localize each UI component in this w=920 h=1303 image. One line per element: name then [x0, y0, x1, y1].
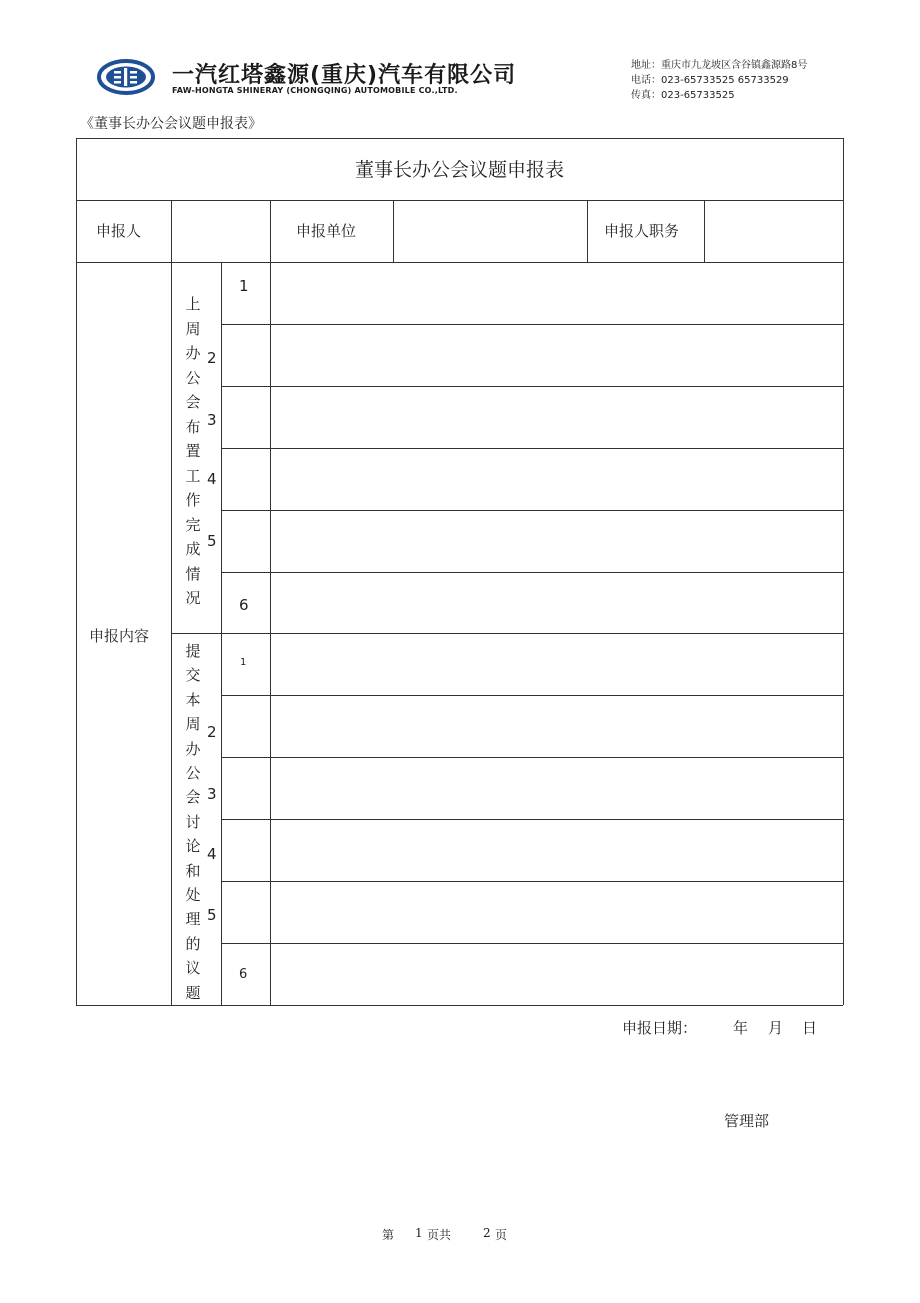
footer-page-total: 2	[483, 1226, 491, 1240]
applicant-label: 申报人	[96, 222, 142, 240]
company-fax: 传真：023-65733525	[631, 90, 735, 101]
this-week-item-3-field[interactable]	[271, 758, 843, 819]
row-number: 1	[240, 657, 247, 668]
this-week-item-1-field[interactable]	[271, 634, 843, 695]
footer-di: 第	[382, 1228, 395, 1242]
section-this-week-label: 提交本周办公会讨论和处理的议题	[185, 642, 201, 1002]
this-week-item-4-field[interactable]	[271, 820, 843, 881]
department-signature: 管理部	[724, 1112, 770, 1130]
row-number: 2	[207, 723, 217, 741]
last-week-item-5-field[interactable]	[271, 511, 843, 572]
row-number: 4	[207, 845, 217, 863]
date-label: 申报日期：	[622, 1019, 698, 1037]
company-name-en: FAW-HONGTA SHINERAY (CHONGQING) AUTOMOBILE CO.,LTD.	[172, 86, 458, 95]
date-year: 年	[733, 1019, 749, 1037]
content-label: 申报内容	[89, 627, 150, 645]
position-label: 申报人职务	[604, 222, 680, 240]
last-week-item-1-field[interactable]	[271, 263, 843, 324]
row-number: 4	[207, 470, 217, 488]
section-last-week-label: 上周办公会布置工作完成情况	[185, 295, 201, 607]
footer-page-end: 页	[495, 1228, 508, 1242]
row-number: 3	[207, 411, 217, 429]
company-name-cn: 一汽红塔鑫源(重庆)汽车有限公司	[172, 63, 517, 88]
row-number: 6	[239, 596, 249, 614]
row-number: 6	[239, 967, 248, 982]
row-number: 1	[239, 277, 249, 295]
this-week-item-5-field[interactable]	[271, 882, 843, 943]
row-number: 5	[207, 906, 217, 924]
row-number: 5	[207, 532, 217, 550]
company-address: 地址：重庆市九龙坡区含谷镇鑫源路8号	[631, 60, 808, 71]
faw-logo-icon	[97, 59, 155, 95]
row-number: 3	[207, 785, 217, 803]
row-number: 2	[207, 349, 217, 367]
last-week-item-4-field[interactable]	[271, 449, 843, 510]
last-week-item-3-field[interactable]	[271, 387, 843, 448]
date-day: 日	[802, 1019, 818, 1037]
document-caption: 《董事长办公会议题申报表》	[80, 116, 262, 132]
form-title: 董事长办公会议题申报表	[354, 159, 564, 181]
unit-label: 申报单位	[296, 222, 357, 240]
this-week-item-6-field[interactable]	[271, 944, 843, 1005]
last-week-item-6-field[interactable]	[271, 573, 843, 633]
footer-page-current: 1	[415, 1226, 423, 1240]
company-phone: 电话：023-65733525 65733529	[631, 75, 789, 86]
date-month: 月	[768, 1019, 784, 1037]
this-week-item-2-field[interactable]	[271, 696, 843, 757]
last-week-item-2-field[interactable]	[271, 325, 843, 386]
footer-page-mid: 页共	[427, 1228, 452, 1242]
